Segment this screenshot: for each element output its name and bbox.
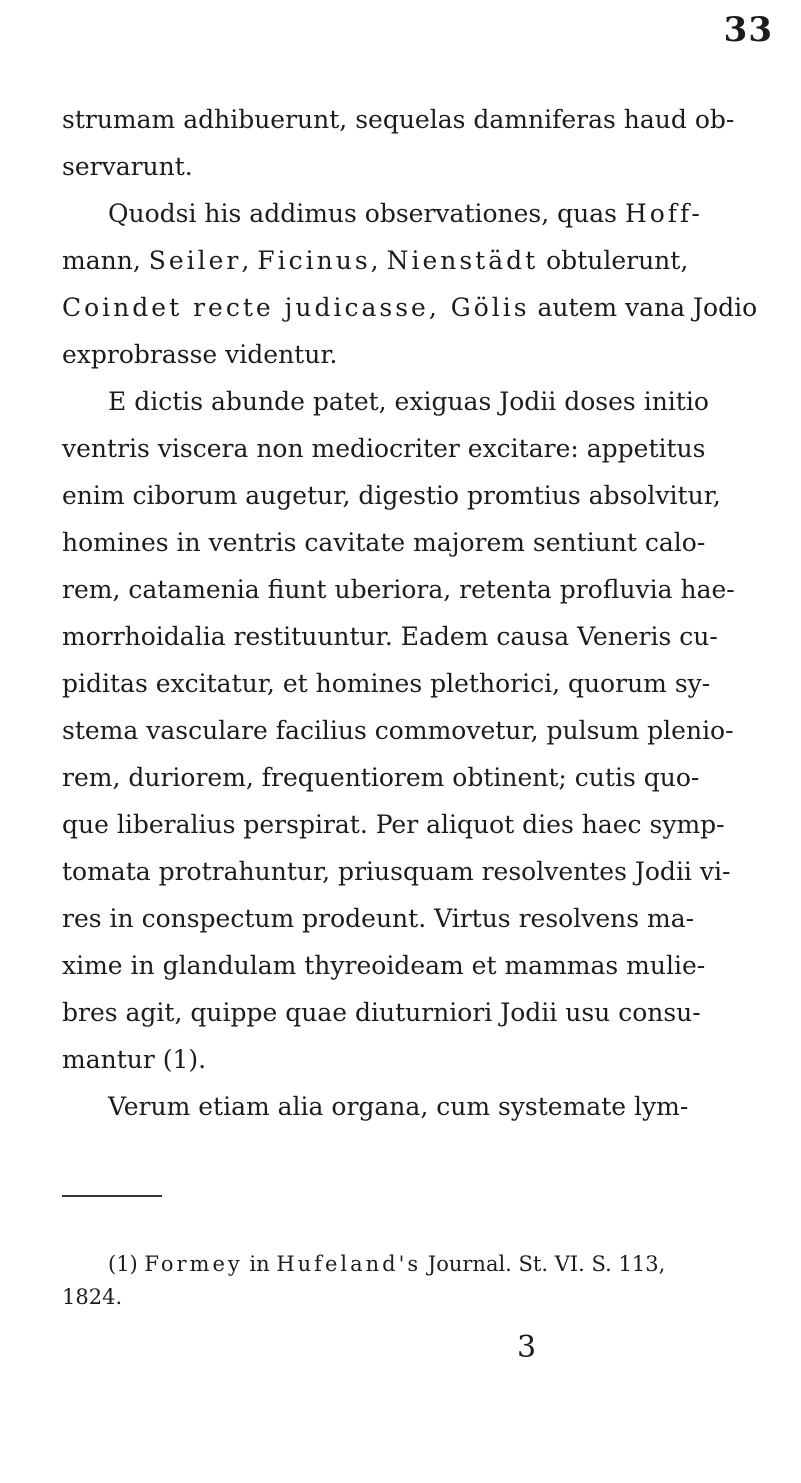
body-text xyxy=(62,96,772,1130)
text-span: Journal. St. VI. S. 113, xyxy=(421,1252,666,1276)
text-line: E dictis abunde patet, exiguas Jodii doses initio xyxy=(108,387,709,416)
text-line: servarunt. xyxy=(62,152,193,181)
text-line xyxy=(62,190,772,237)
text-line: bres agit, quippe quae diuturniori Jodii usu consu- xyxy=(62,998,701,1027)
text-line: xime in glandulam thyreoideam et mammas mulie- xyxy=(62,951,706,980)
footnote-marker: (1) xyxy=(108,1252,145,1276)
text-line: morrhoidalia restituuntur. Eadem causa Veneris cu- xyxy=(62,622,718,651)
text-line: homines in ventris cavitate majorem sentiunt calo- xyxy=(62,528,706,557)
text-line: rem, duriorem, frequentiorem obtinent; cutis quo- xyxy=(62,763,700,792)
text-line: rem, catamenia fiunt uberiora, retenta profluvia hae- xyxy=(62,575,735,604)
text-line: res in conspectum prodeunt. Virtus resolvens ma- xyxy=(62,904,695,933)
author-name-golis: Gölis xyxy=(450,293,530,322)
author-name-hoffmann: Hoff- xyxy=(624,199,703,228)
page-number: 33 xyxy=(723,10,773,50)
text-span: Quodsi his addimus observationes, quas xyxy=(108,199,625,228)
text-line: strumam adhibuerunt, sequelas damniferas haud ob- xyxy=(62,105,735,134)
signature-mark: 3 xyxy=(517,1330,537,1365)
footnote-author: Formey xyxy=(144,1252,243,1276)
text-span: obtulerunt, xyxy=(538,246,689,275)
text-line: piditas excitatur, et homines plethorici, quorum sy- xyxy=(62,669,711,698)
text-line: ventris viscera non mediocriter excitare: appetitus xyxy=(62,434,706,463)
author-name-ficinus: Ficinus xyxy=(257,246,371,275)
separator: , xyxy=(241,246,258,275)
text-line xyxy=(62,284,772,331)
footnote-line xyxy=(62,1248,772,1281)
author-name-nienstadt: Nienstädt xyxy=(386,246,539,275)
footnote-line: 1824. xyxy=(62,1285,123,1309)
footnote-divider xyxy=(62,1195,162,1197)
text-line: enim ciborum augetur, digestio promtius absolvitur, xyxy=(62,481,721,510)
text-line: tomata protrahuntur, priusquam resolventes Jodii vi- xyxy=(62,857,731,886)
text-span: autem vana Jodio xyxy=(529,293,758,322)
text-span: mann, xyxy=(62,246,149,275)
author-name-coindet: Coindet recte judicasse, xyxy=(62,293,451,322)
footnote-journal-name: Hufeland's xyxy=(276,1252,422,1276)
text-line xyxy=(62,237,772,284)
text-line: mantur (1). xyxy=(62,1045,207,1074)
text-line: exprobrasse videntur. xyxy=(62,340,338,369)
text-span: in xyxy=(242,1252,277,1276)
text-line: stema vasculare facilius commovetur, pulsum plenio- xyxy=(62,716,734,745)
author-name-seiler: Seiler xyxy=(148,246,242,275)
separator: , xyxy=(370,246,387,275)
text-line: que liberalius perspirat. Per aliquot dies haec symp- xyxy=(62,810,725,839)
footnote xyxy=(62,1248,772,1314)
text-line: Verum etiam alia organa, cum systemate lym- xyxy=(108,1092,689,1121)
